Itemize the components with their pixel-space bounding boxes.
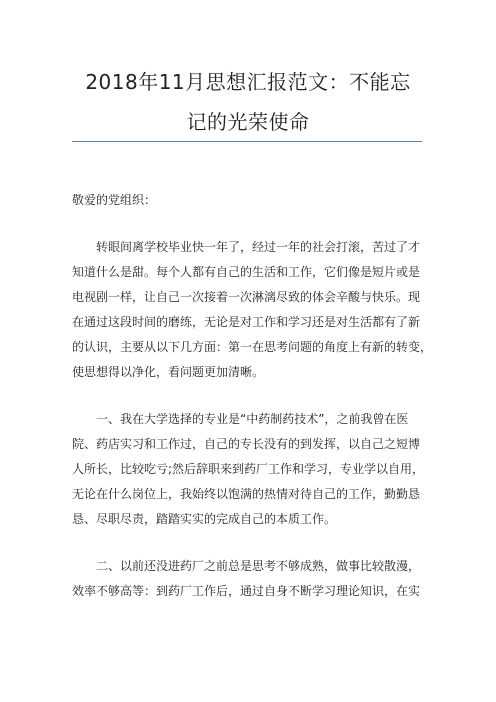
paragraph-1-line: 的认识，主要从以下几方面：第一在思考问题的角度上有新的转变， [72,340,433,354]
paragraph-3-line: 效率不够高等：到药厂工作后，通过自身不断学习理论知识，在实 [72,584,421,598]
paragraph-2-line: 无论在什么岗位上，我始终以饱满的热情对待自己的工作，勤勤恳 [72,487,421,501]
salutation: 敬爱的党组织： [72,193,157,207]
paragraph-2-line: 一、我在大学选择的专业是“中药制药技术”，之前我曾在医 [96,412,409,426]
paragraph-2-line: 恳、尽职尽责，踏踏实实的完成自己的本质工作。 [72,512,337,526]
document-title-line-2: 记的光荣使命 [186,110,310,134]
paragraph-1-line: 电视剧一样，让自己一次接着一次淋漓尽致的体会辛酸与快乐。现 [72,290,421,304]
title-divider [72,141,422,142]
paragraph-2-line: 人所长，比较吃亏;然后辞职来到药厂工作和学习，专业学以自用， [72,462,425,476]
paragraph-1-line: 在通过这段时间的磨练，无论是对工作和学习还是对生活都有了新 [72,315,421,329]
paragraph-1-line: 使思想得以净化，看问题更加清晰。 [72,365,265,379]
document-title-line-1: 2018年11月思想汇报范文：不能忘 [85,70,411,94]
paragraph-2-line: 院、药店实习和工作过，自己的专长没有的到发挥，以自己之短博 [72,437,421,451]
paragraph-1-line: 转眼间离学校毕业快一年了，经过一年的社会打滚，苦过了才 [96,240,421,254]
paragraph-3-line: 二、以前还没进药厂之前总是思考不够成熟，做事比较散漫， [96,559,421,573]
paragraph-1-line: 知道什么是甜。每个人都有自己的生活和工作，它们像是短片或是 [72,265,421,279]
